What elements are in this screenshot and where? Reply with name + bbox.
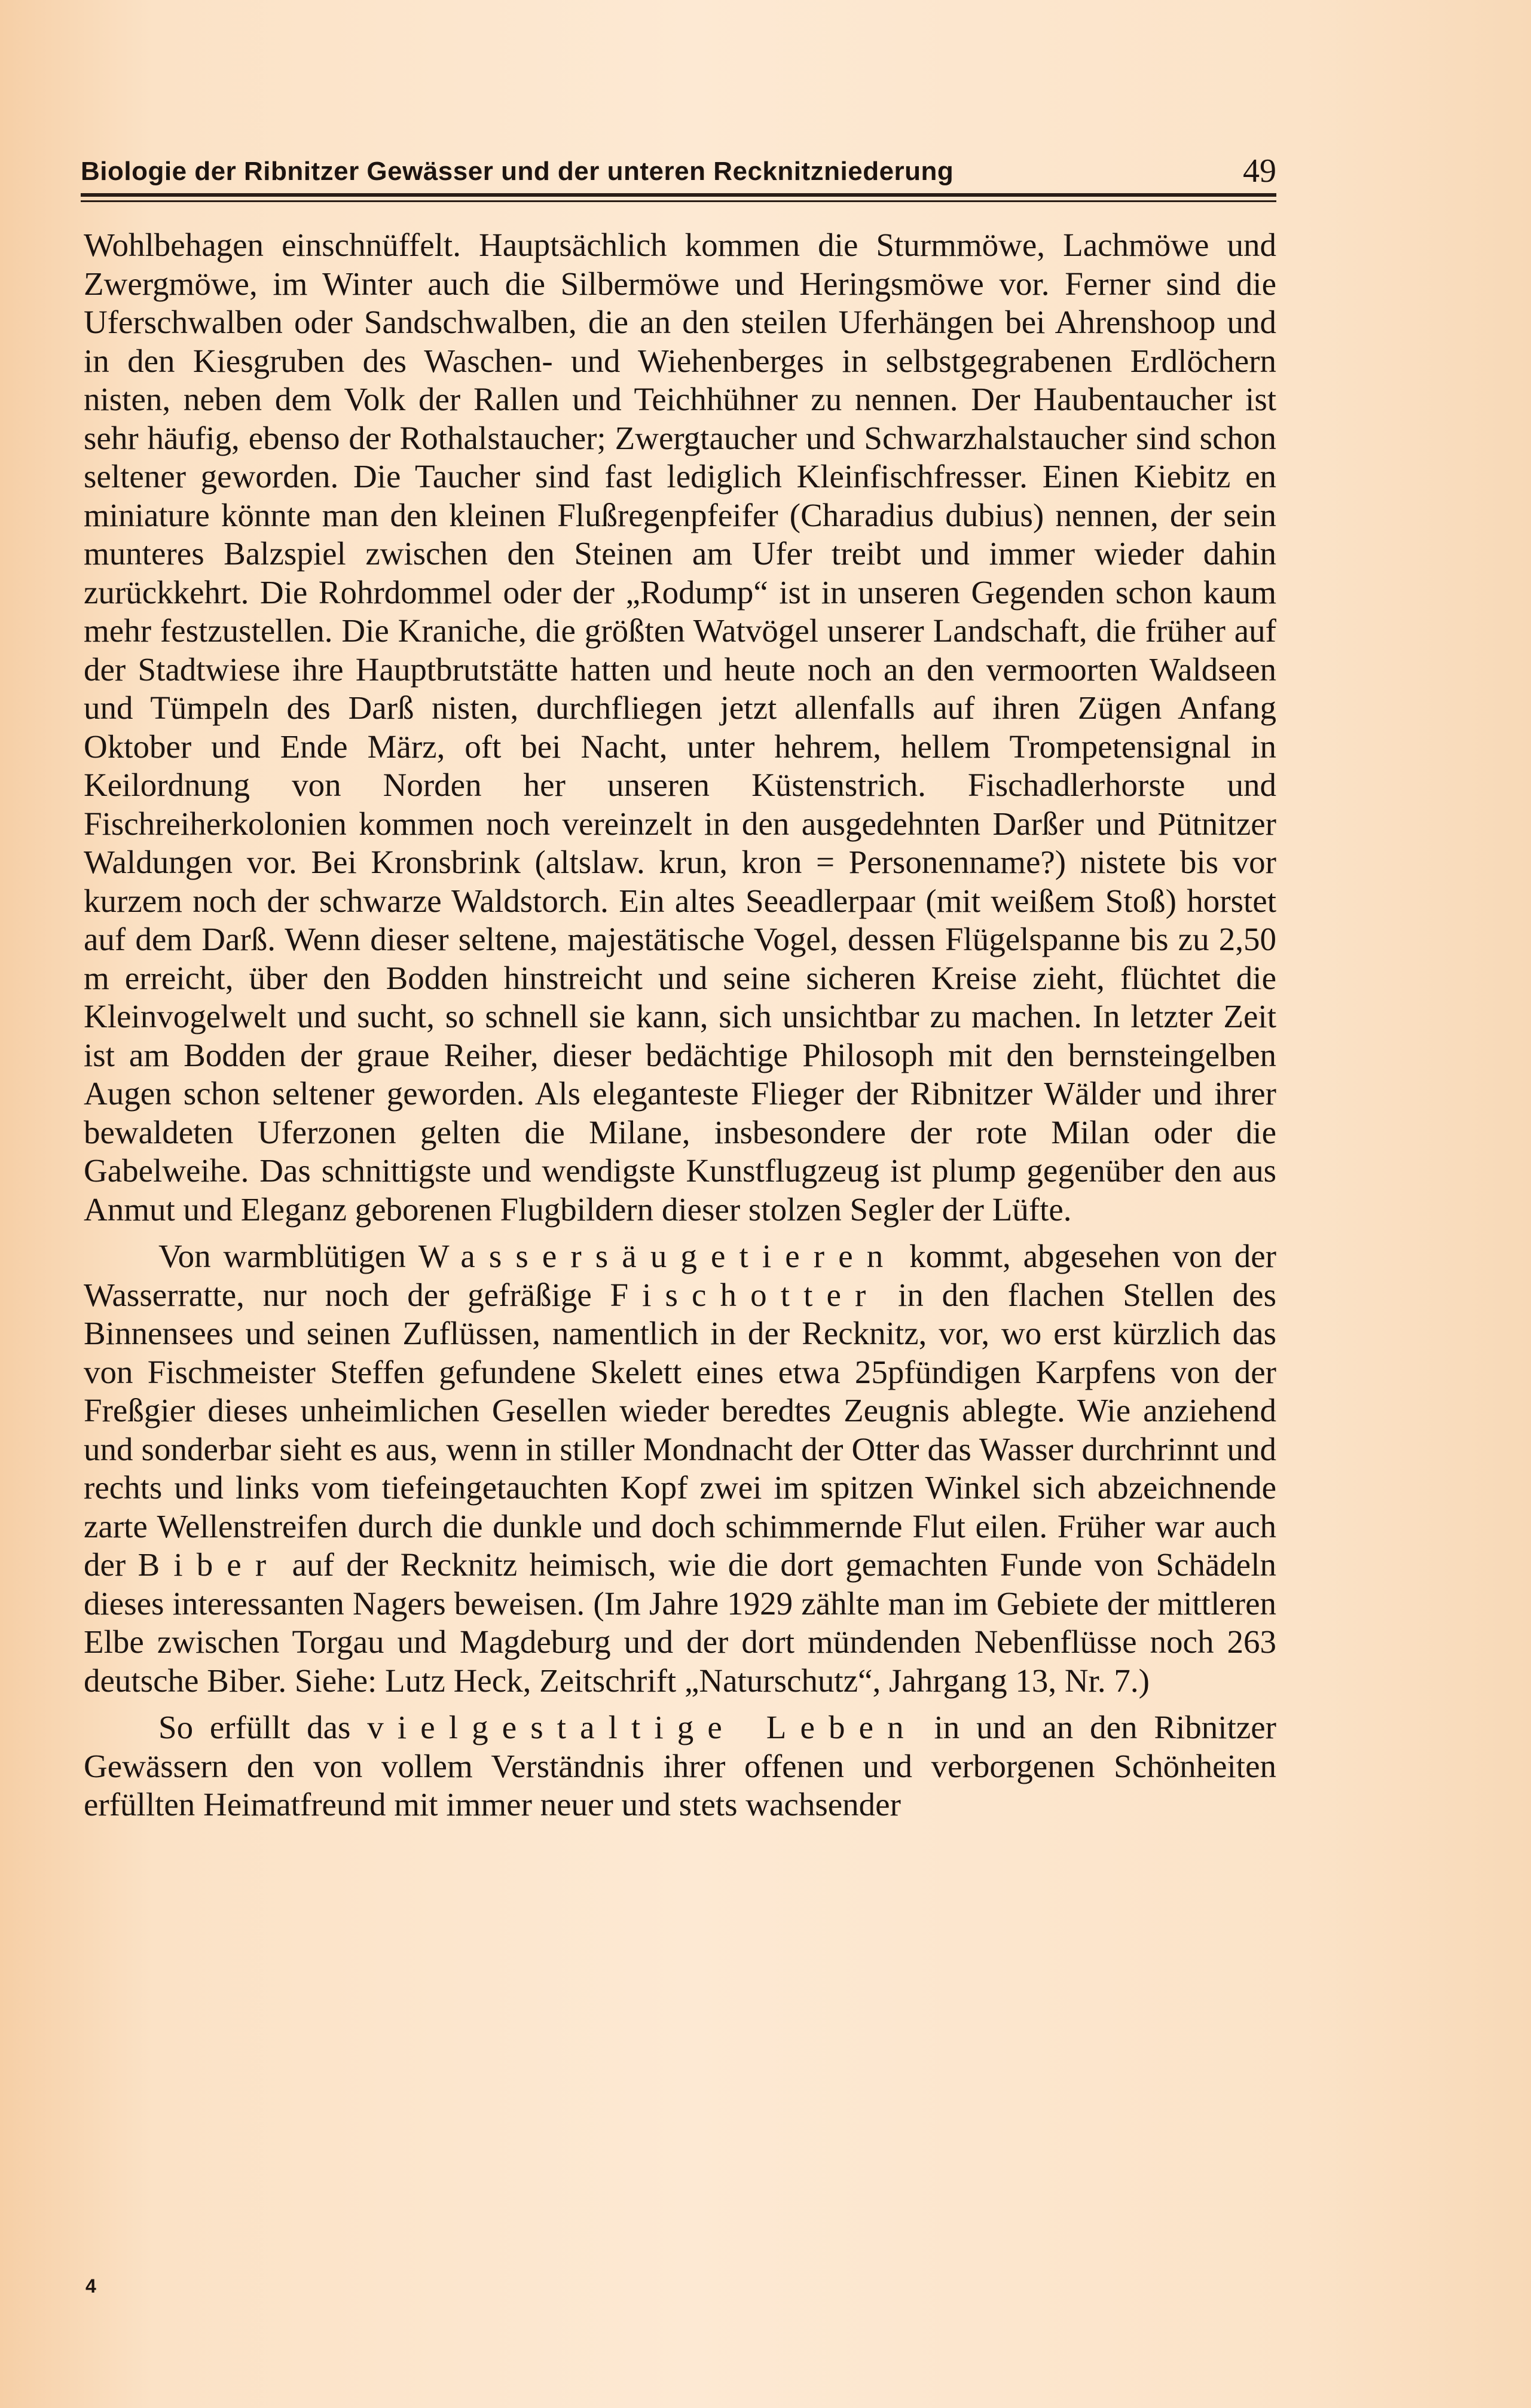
paragraph-2 [84,1237,1276,1700]
text-segment: in den flachen Stellen des Binnensees und seinen Zuflüssen, namentlich in der Recknitz, vor, wo erst kürzlich das von Fischmeister Steffen gefundene Skelett eines etwa 25pfündigen Karpfens von der Freßgier dieses unheimlichen Gesellen wieder beredtes Zeugnis ablegte. Wie anziehend und sonderbar sieht es aus, wenn in stiller Mondnacht der Otter das Wasser durchrinnt und rechts und links vom tiefeingetauchten Kopf zwei im spitzen Winkel sich abzeichnende zarte Wellenstreifen durch die dunkle und doch schimmernde Flut eilen. Früher war auch der [84,1276,1276,1583]
signature-mark: 4 [85,2275,96,2297]
text-segment: in und an den Ribnitzer Gewässern den von vollem Verständnis ihrer offenen und verborgenen Schönheiten erfüllten Heimatfreund mit immer neuer und stets wachsender [84,1709,1276,1823]
text-segment: auf der Recknitz heimisch, wie die dort gemachten Funde von Schädeln dieses interessanten Nagers beweisen. (Im Jahre 1929 zählte man im Gebiete der mittleren Elbe zwischen Torgau und Magdeburg und der dort mündenden Nebenflüsse noch 263 deutsche Biber. Siehe: Lutz Heck, Zeitschrift „Naturschutz“, Jahrgang 13, Nr. 7.) [84,1546,1276,1699]
text-segment: kommt, abgesehen von der Wasserratte, nur noch der gefräßige [84,1238,1276,1313]
spaced-term-wassersaeugetieren: Wassersäugetieren [418,1238,897,1274]
header-rule-thin [81,200,1276,202]
text-segment: So erfüllt das [158,1709,368,1745]
text-segment: Wohlbehagen einschnüffelt. Hauptsächlich kommen die Sturmmöwe, Lachmöwe und Zwergmöwe, im Winter auch die Silbermöwe und Heringsmöwe vor. Ferner sind die Uferschwalben oder Sandschwalben, die an den steilen Uferhängen bei Ahrenshoop und in den Kiesgruben des Waschen- und Wiehenberges in selbstgegrabenen Erdlöchern nisten, neben dem Volk der Rallen und Teichhühner zu nennen. Der Haubentaucher ist sehr häufig, ebenso der Rothalstaucher; Zwergtaucher und Schwarzhalstaucher sind schon seltener geworden. Die Taucher sind fast lediglich Kleinfischfresser. Einen Kiebitz en miniature könnte man den kleinen Flußregenpfeifer (Charadius dubius) nennen, der sein munteres Balzspiel zwischen den Steinen am Ufer treibt und immer wieder dahin zurückkehrt. Die Rohrdommel oder der „Rodump“ ist in unseren Gegenden schon kaum mehr festzustellen. Die Kraniche, die größten Watvögel unserer Landschaft, die früher auf der Stadtwiese ihre Hauptbrutstätte hatten und heute noch an den vermoorten Waldseen und Tümpeln des Darß nisten, durchfliegen jetzt allenfalls auf ihren Zügen Anfang Oktober und Ende März, oft bei Nacht, unter hehrem, hellem Trompetensignal in Keilordnung von Norden her unseren Küstenstrich. Fischadlerhorste und Fischreiherkolonien kommen noch vereinzelt in den ausgedehnten Darßer und Pütnitzer Waldungen vor. Bei Kronsbrink (altslaw. krun, kron = Personenname?) nistete bis vor kurzem noch der schwarze Waldstorch. Ein altes Seeadlerpaar (mit weißem Stoß) horstet auf dem Darß. Wenn dieser seltene, majestätische Vogel, dessen Flügelspanne bis zu 2,50 m erreicht, über den Bodden hinstreicht und seine sicheren Kreise zieht, flüchtet die Kleinvogelwelt und sucht, so schnell sie kann, sich unsichtbar zu machen. In letzter Zeit ist am Bodden der graue Reiher, dieser bedächtige Philosoph mit den bernsteingelben Augen schon seltener geworden. Als eleganteste Flieger der Ribnitzer Wälder und ihrer bewaldeten Uferzonen gelten die Milane, insbesondere der rote Milan oder die Gabelweihe. Das schnittigste und wendigste Kunstflugzeug ist plump gegenüber den aus Anmut und Eleganz geborenen Flugbildern dieser stolzen Segler der Lüfte. [84,227,1276,1228]
page-header [81,148,1276,196]
paragraph-3 [84,1708,1276,1824]
spaced-term-vielgestaltige-leben: vielgestaltige Leben [367,1709,918,1745]
spaced-term-biber: Biber [137,1546,280,1583]
spaced-term-fischotter: Fischotter [610,1276,880,1313]
paragraph-1 [84,226,1276,1229]
body-text [84,226,1276,1824]
page-number: 49 [1243,152,1276,190]
header-rule-thick [81,193,1276,197]
text-segment: Von warmblütigen [158,1238,418,1274]
running-title: Biologie der Ribnitzer Gewässer und der unteren Recknitzniederung [81,157,954,186]
